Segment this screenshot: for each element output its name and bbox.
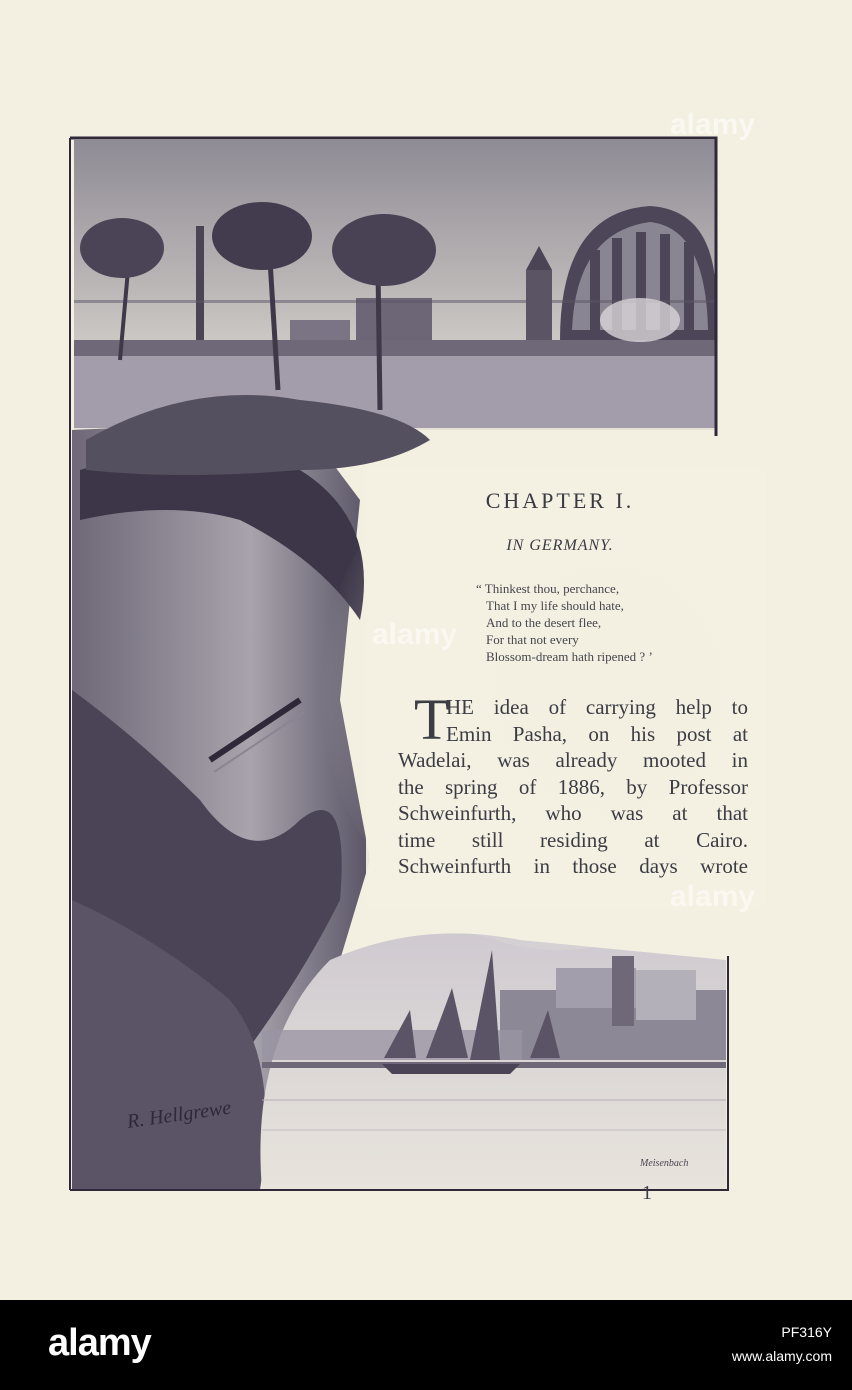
image-credit bbox=[732, 1320, 832, 1368]
body-line: Schweinfurth, who was at that bbox=[398, 801, 748, 825]
body-line: the spring of 1886, by Professor bbox=[398, 774, 748, 799]
body-line: Wadelai, was already mooted in bbox=[398, 748, 748, 772]
artist-signature: R. Hellgrewe bbox=[125, 1096, 233, 1133]
epigraph-line: Blossom-dream hath ripened ? ’ bbox=[486, 649, 653, 664]
alamy-logo[interactable]: alamy bbox=[48, 1322, 151, 1364]
body-paragraph bbox=[398, 687, 748, 880]
epigraph bbox=[476, 580, 653, 665]
site-url[interactable]: www.alamy.com bbox=[731, 1348, 832, 1364]
chapter-subtitle: IN GERMANY. bbox=[506, 537, 614, 554]
epigraph-line: “ Thinkest thou, perchance, bbox=[476, 581, 620, 596]
body-line: HE idea of carrying help to bbox=[446, 695, 748, 719]
watermark: alamy bbox=[670, 880, 756, 913]
body-line: Emin Pasha, on his post at bbox=[446, 721, 748, 746]
stock-footer bbox=[0, 1300, 852, 1390]
epigraph-line: And to the desert flee, bbox=[486, 615, 602, 630]
page-number: 1 bbox=[642, 1182, 652, 1204]
chapter-title: CHAPTER I. bbox=[485, 488, 635, 513]
epigraph-line: That I my life should hate, bbox=[486, 598, 624, 613]
station-scene bbox=[74, 140, 716, 430]
engraver-signature: Meisenbach bbox=[640, 1158, 689, 1169]
image-id: PF316Y bbox=[781, 1324, 832, 1340]
epigraph-line: For that not every bbox=[486, 632, 579, 647]
drop-cap: T bbox=[414, 687, 450, 752]
watermark: alamy bbox=[372, 618, 458, 651]
body-line: Schweinfurth in those days wrote bbox=[398, 854, 748, 878]
body-line: time still residing at Cairo. bbox=[398, 827, 748, 852]
watermark: alamy bbox=[670, 108, 756, 141]
